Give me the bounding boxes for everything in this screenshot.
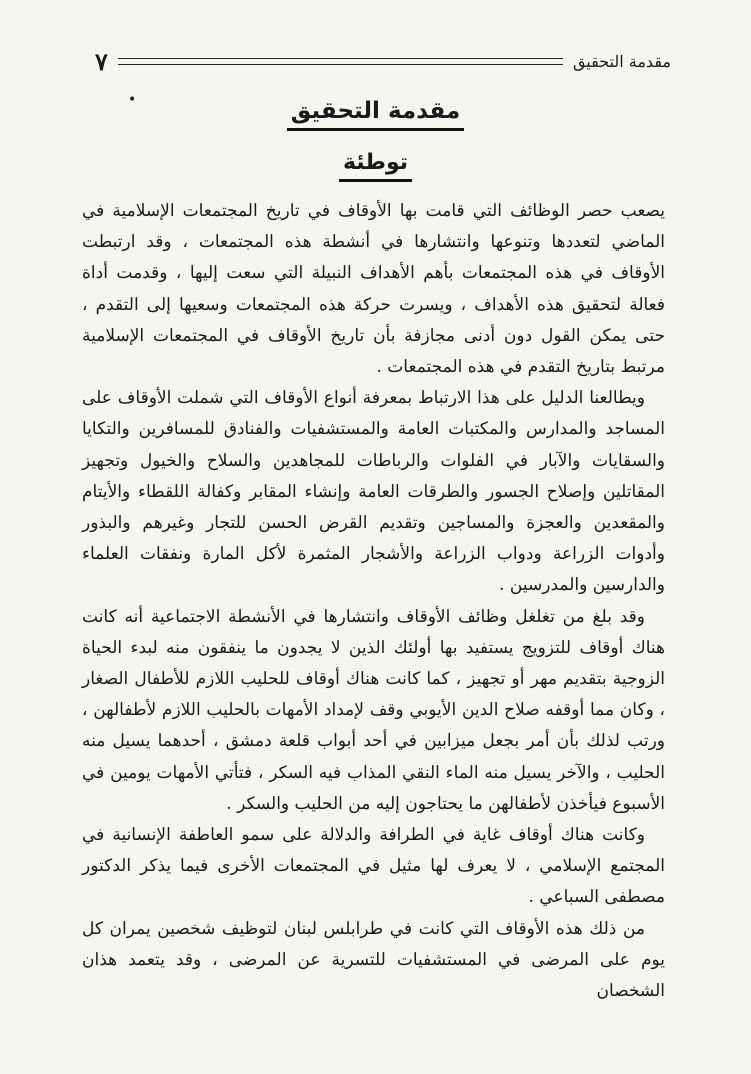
page-number: ٧ bbox=[95, 46, 108, 76]
stray-dot-mark: • bbox=[128, 92, 137, 108]
paragraph-3: وقد بلغ من تغلغل وظائف الأوقاف وانتشارها في الأنشطة الاجتماعية أنه كانت هناك أوقاف للتزويج يستفيد بها أولئك الذين لا يجدون ما ينفقون منه لبدء الحياة الزوجية بتقديم مهر أو تجهيز ، كما كانت هناك أوقاف للحليب اللازم للأطفال الصغار ، وكان مما أوقفه صلاح الدين الأيوبي وقف لإمداد الأمهات بالحليب اللازم لأطفالهن ، ورتب لذلك بأن أمر بجعل ميزابين في أحد أبواب قلعة دمشق ، أحدهما يسيل منه الحليب ، والآخر يسيل منه الماء النقي المذاب فيه السكر ، فتأتي الأمهات يومين في الأسبوع فيأخذن لأطفالهن ما يحتاجون إليه من الحليب والسكر . bbox=[82, 606, 665, 814]
section-title: توطئة bbox=[339, 150, 412, 182]
running-title: مقدمة التحقيق bbox=[572, 51, 671, 71]
chapter-title: مقدمة التحقيق bbox=[287, 98, 464, 131]
running-header bbox=[95, 45, 671, 77]
paragraph-1: يصعب حصر الوظائف التي قامت بها الأوقاف في تاريخ المجتمعات الإسلامية في الماضي لتعددها وتنوعها وانتشارها في أنشطة هذه المجتمعات ، وقد ارتبطت الأوقاف في هذه المجتمعات بأهم الأهداف النبيلة التي سعت إليها ، وقدمت أداة فعالة لتحقيق هذه الأهداف ، ويسرت حركة هذه المجتمعات وسعيها إلى التقدم ، حتى يمكن القول دون أدنى مجازفة بأن تاريخ الأوقاف في المجتمعات الإسلامية مرتبط بتاريخ التقدم في هذه المجتمعات . bbox=[82, 201, 665, 378]
paragraph-2: ويطالعنا الدليل على هذا الارتباط بمعرفة أنواع الأوقاف التي شملت الأوقاف على المساجد والمدارس والمكتبات العامة والمستشفيات والفنادق للمسافرين والتكايا والسقايات والآبار في الفلوات والرباطات للمجاهدين والسلاح والخيول وتجهيز المقاتلين وإصلاح الجسور والطرقات العامة وإنشاء المقابر وكفالة اللقطاء والأيتام والمقعدين والعجزة والمساجين وتقديم القرض الحسن للتجار وغيرهم والبذور وأدوات الزراعة ودواب الزراعة والأشجار المثمرة لأكل المارة ونفقات العلماء والدارسين والمدرسين . bbox=[82, 388, 665, 596]
paragraph-4: وكانت هناك أوقاف غاية في الطرافة والدلالة على سمو العاطفة الإنسانية في المجتمع الإسلامي ، لا يعرف لها مثيل في المجتمعات الأخرى فيما يذكر الدكتور مصطفى السباعي . bbox=[82, 825, 665, 908]
section-heading bbox=[0, 150, 751, 182]
paragraph-5: من ذلك هذه الأوقاف التي كانت في طرابلس لبنان لتوظيف شخصين يمران كل يوم على المرضى في المستشفيات للتسرية عن المرضى ، وقد يتعمد هذان الشخصان bbox=[82, 918, 665, 1002]
body-text bbox=[82, 196, 665, 1007]
header-double-rule bbox=[118, 58, 563, 65]
chapter-heading bbox=[0, 98, 751, 131]
